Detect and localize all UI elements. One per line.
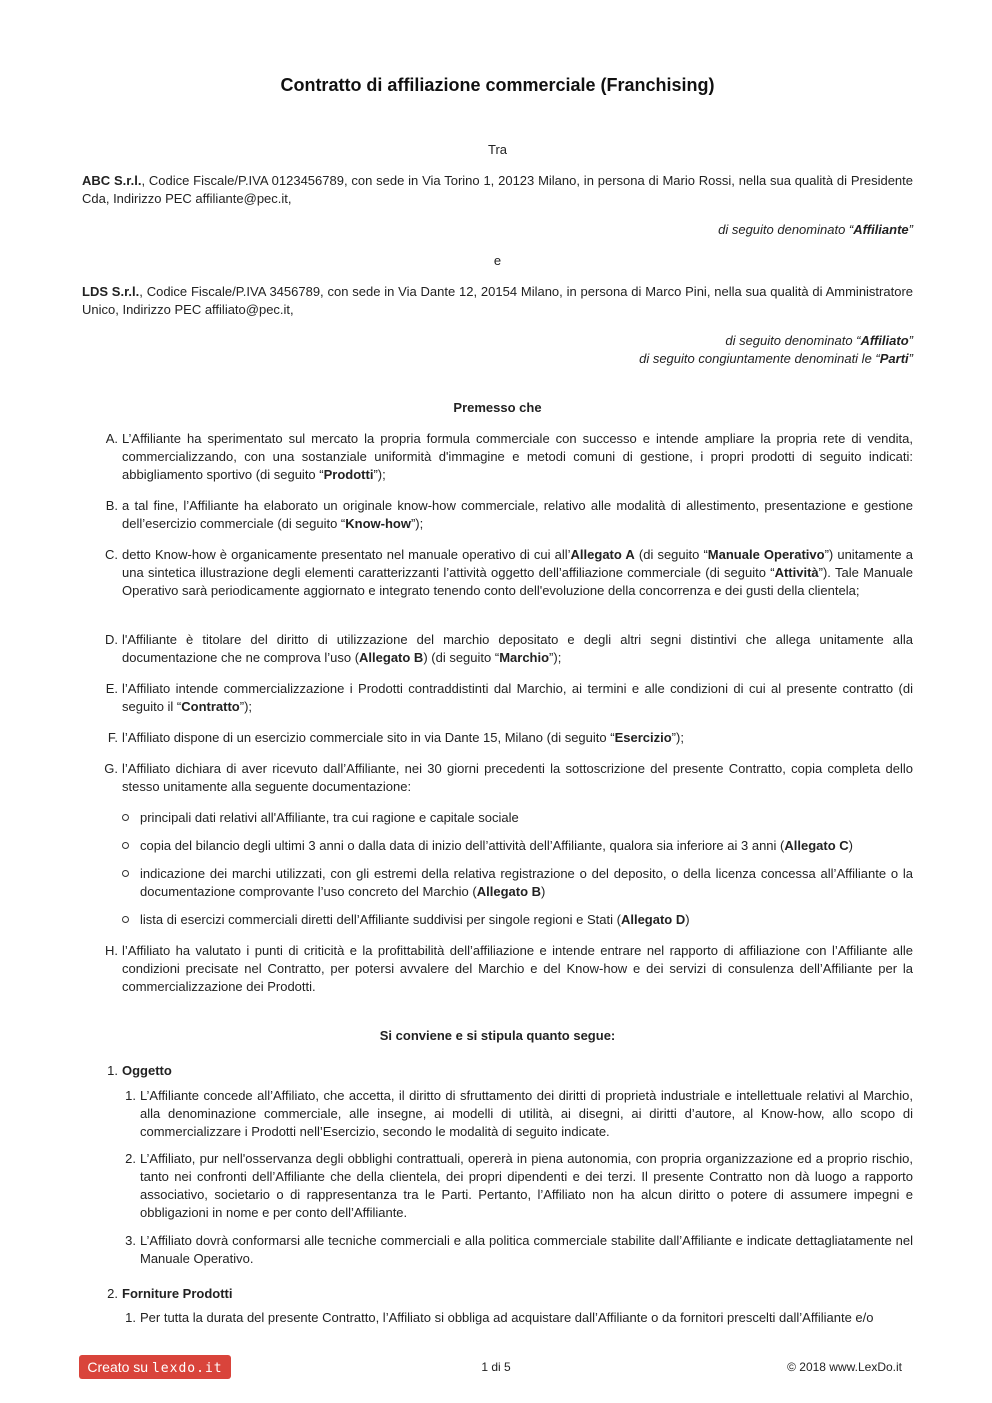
joint-suffix: ” xyxy=(908,351,913,366)
premise-text: l’Affiliato ha valutato i punti di criticità e la profittabilità dell’affiliazione e intende entrare nel rapporto di affiliazione con l’Affiliante alle condizioni precisate nel Contratto, per potersi avvalere del Marchio e del Know-how e dei servizi di consulenza dell’Affiliante per la commercializzazione dei Prodotti. xyxy=(122,943,913,994)
brand-prefix: Creato su xyxy=(87,1359,152,1375)
premesso-heading: Premesso che xyxy=(453,400,542,415)
party1-name: ABC S.r.l. xyxy=(82,173,142,188)
bullet-text: lista di esercizi commerciali diretti dell’Affiliante suddivisi per singole regioni e Stati (Allegato D) xyxy=(140,912,690,927)
clause-text: L’Affiliato dovrà conformarsi alle tecniche commerciali e alla politica commerciale stabilite dall’Affiliante e indicate dettagliatamente nel Manuale Operativo. xyxy=(140,1233,913,1266)
party1-details: , Codice Fiscale/P.IVA 0123456789, con sede in Via Torino 1, 20123 Milano, in persona di Mario Rossi, nella sua qualità di Presidente Cda, Indirizzo PEC affiliante@pec.it, xyxy=(82,173,913,206)
premise-text: l'Affiliante è titolare del diritto di utilizzazione del marchio depositato e degli altri segni distintivi che allega unitamente alla documentazione che ne comprova l’uso (Allegato B) (di seguito “Marchio”); xyxy=(122,632,913,665)
premise-text: L’Affiliante ha sperimentato sul mercato la propria formula commerciale con successo e intende ampliare la propria rete di vendita, commercializzando, con una sostanziale uniformità d'immagine e metodi comuni di gestione, i propri prodotti di seguito indicati: abbigliamento sportivo (di seguito “Prodotti”); xyxy=(122,431,913,482)
denom-prefix: di seguito denominato “ xyxy=(725,333,861,348)
bullet-text: copia del bilancio degli ultimi 3 anni o dalla data di inizio dell’attività dell’Affiliante, qualora sia inferiore ai 3 anni (Allegato C) xyxy=(140,838,854,853)
party1-paragraph xyxy=(82,172,913,208)
premise-text: a tal fine, l’Affiliante ha elaborato un originale know-how commerciale, relativo alle modalità di allestimento, presentazione e gestione dell’esercizio commerciale (di seguito “Know-how”); xyxy=(122,498,913,531)
document-title: Contratto di affiliazione commerciale (Franchising) xyxy=(280,75,715,95)
party2-details: , Codice Fiscale/P.IVA 3456789, con sede in Via Dante 12, 20154 Milano, in persona di Marco Pini, nella sua qualità di Amministratore Unico, Indirizzo PEC affiliato@pec.it, xyxy=(82,284,914,317)
bullet-icon xyxy=(122,842,129,849)
denom-name: Affiliante xyxy=(853,222,909,237)
article-title: Oggetto xyxy=(122,1063,172,1078)
article-heading xyxy=(82,1062,913,1080)
party1-denomination xyxy=(82,221,913,239)
premise-item xyxy=(82,729,913,747)
joint-name: Parti xyxy=(879,351,909,366)
premise-text: detto Know-how è organicamente presentato nel manuale operativo di cui all’Allegato A (di seguito “Manuale Operativo”) unitamente a una sintetica illustrazione degli elementi caratterizzanti l’attività oggetto dell’affiliazione commerciale (di seguito “Attività”). Tale Manuale Operativo sarà periodicamente aggiornato e integrato tenendo conto dell'evoluzione della concorrenza e dei gusti della clientela; xyxy=(122,547,913,598)
party2-paragraph xyxy=(82,283,913,319)
premise-label: A. xyxy=(105,431,118,446)
stipula-heading: Si conviene e si stipula quanto segue: xyxy=(379,1028,616,1043)
document-bullet xyxy=(122,809,913,827)
premise-label: E. xyxy=(105,681,118,696)
premise-item xyxy=(82,497,913,533)
premise-item xyxy=(82,942,913,996)
clause-item xyxy=(122,1087,913,1141)
premise-label: C. xyxy=(105,547,118,562)
premise-item xyxy=(82,631,913,667)
bullet-text: indicazione dei marchi utilizzati, con gli estremi della relativa registrazione o del deposito, o della licenza concessa all’Affiliante o la documentazione comprovante l’uso concreto del Marchio (Allegato B) xyxy=(140,866,913,899)
article-title: Forniture Prodotti xyxy=(122,1286,233,1301)
premise-label: D. xyxy=(105,632,118,647)
clause-text: L’Affiliato, pur nell'osservanza degli obblighi contrattuali, opererà in piena autonomia, con propria organizzazione ed a proprio rischio, tanto nei confronti dell’Affiliante che della clientela, dei propri dipendenti e dei terzi. Il presente Contratto non dà luogo a rapporto associativo, societario o di rappresentanza tra le Parti. Pertanto, l’Affiliato non ha alcun diritto o potere di assumere impegni e obbligazioni in nome e per conto dell’Affiliante. xyxy=(140,1151,913,1220)
clause-number: 3. xyxy=(125,1233,136,1248)
premise-item xyxy=(82,430,913,484)
premise-text: l’Affiliato intende commercializzazione i Prodotti contraddistinti dal Marchio, ai termini e alle condizioni di cui al presente contratto (di seguito il “Contratto”); xyxy=(122,681,913,714)
joint-prefix: di seguito congiuntamente denominati le “ xyxy=(639,351,880,366)
copyright-notice: © 2018 www.LexDo.it xyxy=(787,1360,902,1374)
premise-label: H. xyxy=(105,943,118,958)
denom-suffix: ” xyxy=(908,333,913,348)
premise-item xyxy=(82,760,913,796)
page-footer xyxy=(0,1355,992,1379)
denom-name: Affiliato xyxy=(860,333,909,348)
premise-text: l’Affiliato dispone di un esercizio commerciale sito in via Dante 15, Milano (di seguito “Esercizio”); xyxy=(122,730,684,745)
article-number: 2. xyxy=(107,1286,118,1301)
party2-denomination xyxy=(82,332,913,350)
clause-number: 2. xyxy=(125,1151,136,1166)
premise-text: l’Affiliato dichiara di aver ricevuto dall’Affiliante, nei 30 giorni precedenti la sottoscrizione del presente Contratto, copia completa dello stesso unitamente alla seguente documentazione: xyxy=(122,761,913,794)
premise-item xyxy=(82,680,913,716)
bullet-text: principali dati relativi all'Affiliante, tra cui ragione e capitale sociale xyxy=(140,810,519,825)
bullet-icon xyxy=(122,916,129,923)
document-bullet xyxy=(122,837,913,855)
premise-item xyxy=(82,546,913,600)
e-label: e xyxy=(493,253,502,268)
clause-item xyxy=(122,1232,913,1268)
clause-text: L’Affiliante concede all’Affiliato, che accetta, il diritto di sfruttamento dei diritti di proprietà industriale e intellettuale relativi al Marchio, alla denominazione commerciale, alle insegne, ai modelli di utilità, ai disegni, ai diritti d’autore, al Know-how, allo scopo di commercializzare i Prodotti nell’Esercizio, secondo le modalità di seguito indicate. xyxy=(140,1088,913,1139)
bullet-icon xyxy=(122,870,129,877)
clause-number: 1. xyxy=(125,1310,136,1325)
premise-label: F. xyxy=(107,730,118,745)
bullet-icon xyxy=(122,814,129,821)
parties-joint-denomination xyxy=(82,350,913,368)
page-number: 1 di 5 xyxy=(481,1360,511,1374)
party2-name: LDS S.r.l. xyxy=(82,284,140,299)
article-heading xyxy=(82,1285,913,1303)
brand-logo: lexdo.it xyxy=(151,1361,223,1376)
tra-label: Tra xyxy=(487,142,508,157)
clause-number: 1. xyxy=(125,1088,136,1103)
premise-label: B. xyxy=(105,498,118,513)
premise-label: G. xyxy=(104,761,118,776)
clause-item xyxy=(122,1150,913,1222)
denom-suffix: ” xyxy=(908,222,913,237)
denom-prefix: di seguito denominato “ xyxy=(718,222,854,237)
article-number: 1. xyxy=(107,1063,118,1078)
clause-item xyxy=(122,1309,913,1327)
document-bullet xyxy=(122,911,913,929)
clause-text: Per tutta la durata del presente Contratto, l’Affiliato si obbliga ad acquistare dall’Affiliante o da fornitori prescelti dall’Affiliante e/o xyxy=(140,1310,874,1325)
document-bullet xyxy=(122,865,913,901)
